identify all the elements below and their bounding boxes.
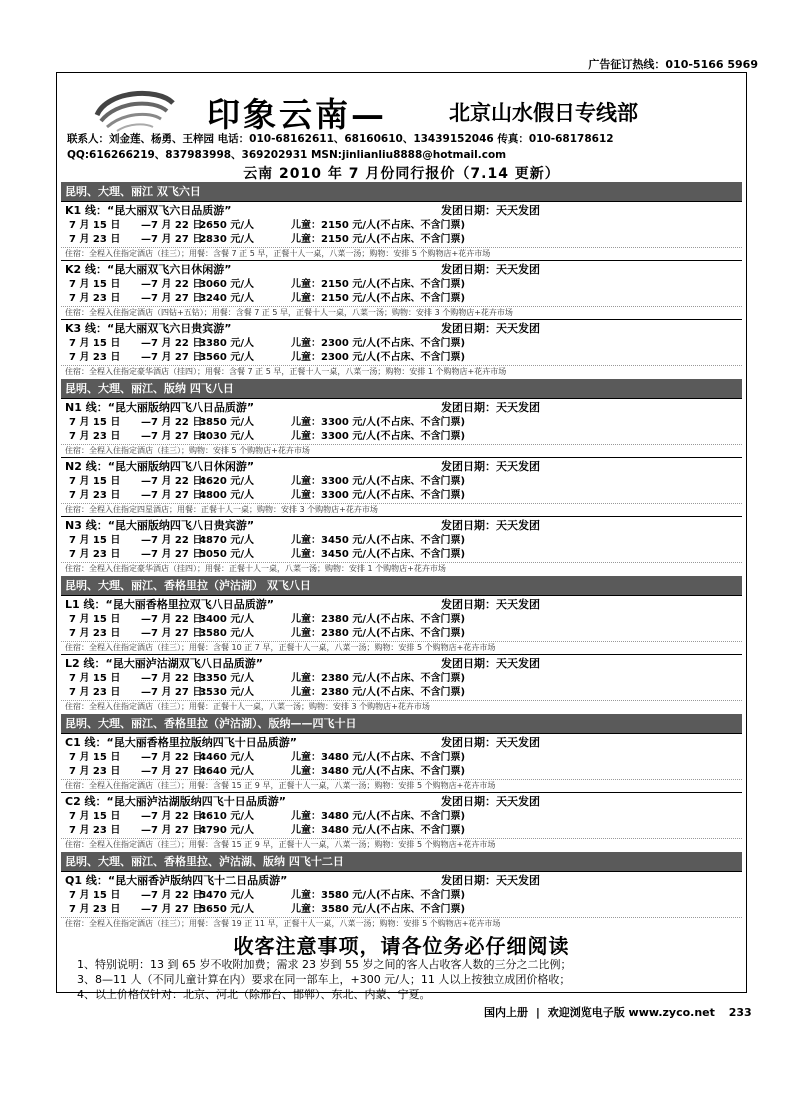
price-row <box>61 534 742 548</box>
price-row <box>61 627 742 641</box>
date-start: 7 月 23 日 <box>69 490 121 501</box>
date-end: —7 月 27 日： <box>141 628 213 639</box>
date-start: 7 月 15 日 <box>69 752 121 763</box>
adult-price: 3530 元/人 <box>199 687 254 698</box>
date-start: 7 月 23 日 <box>69 293 121 304</box>
page-footer <box>484 1004 752 1020</box>
region-section <box>61 379 742 575</box>
route-note: 住宿：全程入住指定酒店（挂三）；购物：安排 5 个购物店+花卉市场 <box>61 444 742 457</box>
date-end: —7 月 27 日： <box>141 293 213 304</box>
region-section <box>61 576 742 713</box>
price-row <box>61 489 742 503</box>
route-name: K1 线：“昆大丽双飞六日品质游” <box>65 204 232 217</box>
price-row <box>61 278 742 292</box>
child-price: 儿童：2150 元/人(不占床、不含门票) <box>291 234 466 245</box>
region-section <box>61 182 742 378</box>
route-name: N3 线：“昆大丽版纳四飞八日贵宾游” <box>65 519 255 532</box>
route-name: Q1 线：“昆大丽香泸版纳四飞十二日品质游” <box>65 874 288 887</box>
date-start: 7 月 23 日 <box>69 628 121 639</box>
date-end: —7 月 27 日： <box>141 490 213 501</box>
adult-price: 4790 元/人 <box>199 825 254 836</box>
adult-price: 5650 元/人 <box>199 904 254 915</box>
date-start: 7 月 23 日 <box>69 825 121 836</box>
route-name: L2 线：“昆大丽泸沽湖双飞八日品质游” <box>65 657 263 670</box>
adult-price: 3580 元/人 <box>199 628 254 639</box>
child-price: 儿童：3580 元/人(不占床、不含门票) <box>291 890 466 901</box>
route-block <box>61 792 742 851</box>
date-end: —7 月 22 日： <box>141 220 213 231</box>
price-row <box>61 219 742 233</box>
departure-date: 发团日期：天天发团 <box>441 874 540 887</box>
route-header <box>61 655 742 672</box>
price-row <box>61 824 742 838</box>
ad-hotline: 广告征订热线：010-5166 5969 <box>588 58 758 71</box>
date-end: —7 月 27 日： <box>141 549 213 560</box>
child-price: 儿童：3300 元/人(不占床、不含门票) <box>291 490 466 501</box>
route-block <box>61 516 742 575</box>
date-start: 7 月 23 日 <box>69 234 121 245</box>
route-header <box>61 320 742 337</box>
date-start: 7 月 23 日 <box>69 352 121 363</box>
agency-header <box>57 73 746 181</box>
departure-date: 发团日期：天天发团 <box>441 736 540 749</box>
child-price: 儿童：3580 元/人(不占床、不含门票) <box>291 904 466 915</box>
price-list-title: 云南 2010 年 7 月份同行报价（7.14 更新） <box>243 166 560 182</box>
route-name: K3 线：“昆大丽双飞六日贵宾游” <box>65 322 232 335</box>
date-start: 7 月 23 日 <box>69 431 121 442</box>
price-row <box>61 903 742 917</box>
page-number: 233 <box>728 1006 752 1019</box>
child-price: 儿童：3450 元/人(不占床、不含门票) <box>291 535 466 546</box>
date-start: 7 月 15 日 <box>69 535 121 546</box>
child-price: 儿童：3480 元/人(不占床、不含门票) <box>291 825 466 836</box>
notice-title: 收客注意事项，请各位务必仔细阅读 <box>233 934 570 958</box>
adult-price: 4800 元/人 <box>199 490 254 501</box>
route-note: 住宿：全程入住指定酒店（挂三）；用餐：含餐 15 正 9 早，正餐十人一桌，八菜一汤；购物：安排 5 个购物店+花卉市场 <box>61 779 742 792</box>
date-start: 7 月 15 日 <box>69 811 121 822</box>
route-block <box>61 871 742 930</box>
region-header: 昆明、大理、丽江、香格里拉（泸沽湖） 双飞八日 <box>61 576 742 595</box>
price-row <box>61 351 742 365</box>
departure-date: 发团日期：天天发团 <box>441 460 540 473</box>
date-end: —7 月 27 日： <box>141 352 213 363</box>
date-start: 7 月 23 日 <box>69 904 121 915</box>
price-row <box>61 233 742 247</box>
footer-section: 国内上册 <box>484 1006 528 1019</box>
footer-site[interactable]: 欢迎浏览电子版 www.zyco.net <box>547 1006 715 1019</box>
route-block <box>61 398 742 457</box>
region-section <box>61 852 742 930</box>
date-end: —7 月 27 日： <box>141 234 213 245</box>
price-row <box>61 889 742 903</box>
child-price: 儿童：2380 元/人(不占床、不含门票) <box>291 687 466 698</box>
route-note: 住宿：全程入住指定酒店（挂三）；用餐：正餐十人一桌，八菜一汤；购物：安排 3 个购物店+花卉市场 <box>61 700 742 713</box>
notice-item: 1、特别说明：13 到 65 岁不收附加费；需求 23 岁到 55 岁之间的客人占收客人数的三分之二比例； <box>77 958 572 971</box>
adult-price: 3560 元/人 <box>199 352 254 363</box>
notice-item: 3、8—11 人（不同儿童计算在内）要求在同一部车上，+300 元/人；11 人以上按独立成团价格收； <box>77 973 571 986</box>
route-name: C2 线：“昆大丽泸沽湖版纳四飞十日品质游” <box>65 795 287 808</box>
price-row <box>61 751 742 765</box>
contact-line: 联系人：刘金莲、杨勇、王梓园 电话：010-68162611、68160610、13439152046 传真：010-68178612 <box>67 133 614 145</box>
adult-price: 5470 元/人 <box>199 890 254 901</box>
date-end: —7 月 22 日： <box>141 614 213 625</box>
route-header <box>61 202 742 219</box>
date-end: —7 月 22 日： <box>141 417 213 428</box>
child-price: 儿童：2380 元/人(不占床、不含门票) <box>291 673 466 684</box>
child-price: 儿童：3300 元/人(不占床、不含门票) <box>291 431 466 442</box>
route-block <box>61 201 742 260</box>
child-price: 儿童：2150 元/人(不占床、不含门票) <box>291 279 466 290</box>
date-end: —7 月 22 日： <box>141 673 213 684</box>
price-row <box>61 548 742 562</box>
adult-price: 2650 元/人 <box>199 220 254 231</box>
price-row <box>61 430 742 444</box>
adult-price: 3850 元/人 <box>199 417 254 428</box>
child-price: 儿童：2380 元/人(不占床、不含门票) <box>291 628 466 639</box>
route-block <box>61 457 742 516</box>
route-header <box>61 872 742 889</box>
adult-price: 3240 元/人 <box>199 293 254 304</box>
adult-price: 3060 元/人 <box>199 279 254 290</box>
route-name: K2 线：“昆大丽双飞六日休闲游” <box>65 263 232 276</box>
route-header <box>61 517 742 534</box>
department-name: 北京山水假日专线部 <box>449 101 638 125</box>
child-price: 儿童：3300 元/人(不占床、不含门票) <box>291 417 466 428</box>
route-block <box>61 319 742 378</box>
child-price: 儿童：3450 元/人(不占床、不含门票) <box>291 549 466 560</box>
route-note: 住宿：全程入住指定豪华酒店（挂四）；用餐：含餐 7 正 5 早，正餐十人一桌，八菜一汤；购物：安排 1 个购物店+花卉市场 <box>61 365 742 378</box>
adult-price: 5050 元/人 <box>199 549 254 560</box>
date-end: —7 月 27 日： <box>141 825 213 836</box>
route-note: 住宿：全程入住指定豪华酒店（挂四）；用餐：正餐十人一桌，八菜一汤；购物：安排 1 个购物店+花卉市场 <box>61 562 742 575</box>
date-end: —7 月 27 日： <box>141 431 213 442</box>
price-row <box>61 686 742 700</box>
departure-date: 发团日期：天天发团 <box>441 519 540 532</box>
adult-price: 2830 元/人 <box>199 234 254 245</box>
route-header <box>61 793 742 810</box>
notice-item: 4、以上价格仅针对：北京、河北（除邢台、邯郸）、东北、内蒙、宁夏。 <box>77 988 431 1001</box>
region-section <box>61 714 742 851</box>
adult-price: 3400 元/人 <box>199 614 254 625</box>
adult-price: 3380 元/人 <box>199 338 254 349</box>
route-header <box>61 458 742 475</box>
date-start: 7 月 15 日 <box>69 220 121 231</box>
adult-price: 4610 元/人 <box>199 811 254 822</box>
route-block <box>61 733 742 792</box>
date-start: 7 月 15 日 <box>69 673 121 684</box>
route-block <box>61 654 742 713</box>
region-header: 昆明、大理、丽江、版纳 四飞八日 <box>61 379 742 398</box>
qq-msn-line: QQ:616266219、837983998、369202931 MSN:jinlianliu8888@hotmail.com <box>67 149 507 161</box>
footer-separator: | <box>535 1006 540 1019</box>
adult-price: 4620 元/人 <box>199 476 254 487</box>
adult-price: 4640 元/人 <box>199 766 254 777</box>
date-end: —7 月 22 日： <box>141 752 213 763</box>
child-price: 儿童：2150 元/人(不占床、不含门票) <box>291 220 466 231</box>
child-price: 儿童：3480 元/人(不占床、不含门票) <box>291 766 466 777</box>
route-name: C1 线：“昆大丽香格里拉版纳四飞十日品质游” <box>65 736 298 749</box>
route-name: N2 线：“昆大丽版纳四飞八日休闲游” <box>65 460 255 473</box>
route-header <box>61 261 742 278</box>
departure-date: 发团日期：天天发团 <box>441 598 540 611</box>
date-start: 7 月 15 日 <box>69 417 121 428</box>
price-row <box>61 475 742 489</box>
child-price: 儿童：3480 元/人(不占床、不含门票) <box>291 752 466 763</box>
child-price: 儿童：2300 元/人(不占床、不含门票) <box>291 352 466 363</box>
departure-date: 发团日期：天天发团 <box>441 322 540 335</box>
adult-price: 4870 元/人 <box>199 535 254 546</box>
departure-date: 发团日期：天天发团 <box>441 263 540 276</box>
route-note: 住宿：全程入住指定四星酒店；用餐：正餐十人一桌；购物：安排 3 个购物店+花卉市场 <box>61 503 742 516</box>
date-start: 7 月 15 日 <box>69 279 121 290</box>
date-start: 7 月 23 日 <box>69 766 121 777</box>
child-price: 儿童：2300 元/人(不占床、不含门票) <box>291 338 466 349</box>
brand-name: 印象云南— <box>207 95 387 134</box>
date-end: —7 月 27 日： <box>141 766 213 777</box>
swirl-logo-icon <box>87 85 179 137</box>
date-end: —7 月 22 日： <box>141 476 213 487</box>
date-start: 7 月 15 日 <box>69 614 121 625</box>
price-list <box>61 181 742 930</box>
adult-price: 4460 元/人 <box>199 752 254 763</box>
page-frame <box>56 72 747 1001</box>
departure-date: 发团日期：天天发团 <box>441 204 540 217</box>
route-name: L1 线：“昆大丽香格里拉双飞八日品质游” <box>65 598 274 611</box>
price-row <box>61 810 742 824</box>
price-row <box>61 613 742 627</box>
route-note: 住宿：全程入住指定酒店（四钻+五钻）；用餐：含餐 7 正 5 早，正餐十人一桌，八菜一汤；购物：安排 3 个购物店+花卉市场 <box>61 306 742 319</box>
route-note: 住宿：全程入住指定酒店（挂三）；用餐：含餐 7 正 5 早，正餐十人一桌，八菜一汤；购物：安排 5 个购物店+花卉市场 <box>61 247 742 260</box>
region-header: 昆明、大理、丽江 双飞六日 <box>61 182 742 201</box>
adult-price: 4030 元/人 <box>199 431 254 442</box>
date-start: 7 月 15 日 <box>69 476 121 487</box>
date-end: —7 月 22 日： <box>141 279 213 290</box>
departure-date: 发团日期：天天发团 <box>441 401 540 414</box>
date-end: —7 月 22 日： <box>141 338 213 349</box>
region-header: 昆明、大理、丽江、香格里拉（泸沽湖）、版纳——四飞十日 <box>61 714 742 733</box>
date-end: —7 月 27 日： <box>141 687 213 698</box>
route-note: 住宿：全程入住指定酒店（挂三）；用餐：含餐 15 正 9 早，正餐十人一桌，八菜一汤；购物：安排 5 个购物店+花卉市场 <box>61 838 742 851</box>
route-header <box>61 596 742 613</box>
date-start: 7 月 23 日 <box>69 687 121 698</box>
route-note: 住宿：全程入住指定酒店（挂三）；用餐：含餐 10 正 7 早，正餐十人一桌，八菜一汤；购物：安排 5 个购物店+花卉市场 <box>61 641 742 654</box>
notice-list <box>77 957 571 1002</box>
price-row <box>61 765 742 779</box>
child-price: 儿童：3300 元/人(不占床、不含门票) <box>291 476 466 487</box>
route-block <box>61 595 742 654</box>
price-row <box>61 337 742 351</box>
child-price: 儿童：2380 元/人(不占床、不含门票) <box>291 614 466 625</box>
date-end: —7 月 27 日： <box>141 904 213 915</box>
route-note: 住宿：全程入住指定酒店（挂三）；用餐：含餐 19 正 11 早，正餐十人一桌，八菜一汤；购物：安排 5 个购物店+花卉市场 <box>61 917 742 930</box>
departure-date: 发团日期：天天发团 <box>441 795 540 808</box>
date-end: —7 月 22 日： <box>141 535 213 546</box>
route-name: N1 线：“昆大丽版纳四飞八日品质游” <box>65 401 255 414</box>
departure-date: 发团日期：天天发团 <box>441 657 540 670</box>
price-row <box>61 416 742 430</box>
child-price: 儿童：2150 元/人(不占床、不含门票) <box>291 293 466 304</box>
route-block <box>61 260 742 319</box>
date-end: —7 月 22 日： <box>141 811 213 822</box>
adult-price: 3350 元/人 <box>199 673 254 684</box>
region-header: 昆明、大理、丽江、香格里拉、泸沽湖、版纳 四飞十二日 <box>61 852 742 871</box>
route-header <box>61 734 742 751</box>
price-row <box>61 292 742 306</box>
date-end: —7 月 22 日： <box>141 890 213 901</box>
date-start: 7 月 15 日 <box>69 338 121 349</box>
route-header <box>61 399 742 416</box>
date-start: 7 月 23 日 <box>69 549 121 560</box>
child-price: 儿童：3480 元/人(不占床、不含门票) <box>291 811 466 822</box>
price-row <box>61 672 742 686</box>
date-start: 7 月 15 日 <box>69 890 121 901</box>
